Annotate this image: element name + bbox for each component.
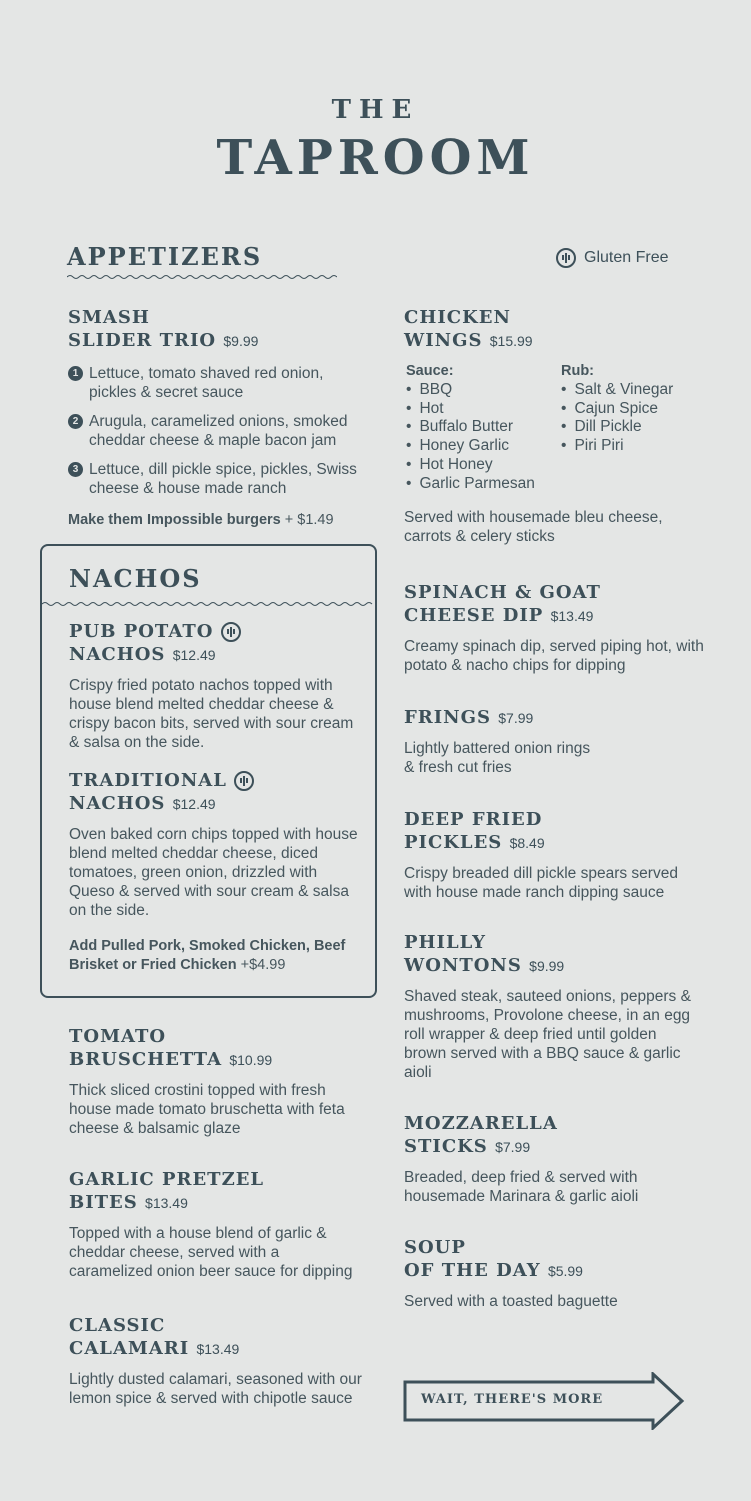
rub-label: Rub: [561,363,595,379]
item-name: CHICKEN [404,307,511,328]
item-name [68,329,358,353]
item-price: $5.99 [547,1263,583,1279]
item-name: MOZZARELLA [404,1113,558,1134]
item-name [404,1259,704,1283]
item-description: Breaded, deep fried & served with housemade Marinara & garlic aioli [404,1169,639,1205]
menu-item-smash-slider [68,306,358,528]
item-name [69,792,359,816]
number-badge: 3 [68,462,83,477]
wavy-divider [67,274,337,280]
number-badge: 2 [68,414,83,429]
item-name [404,604,704,628]
list-item [68,364,358,402]
item-name-line: OF THE DAY [404,1260,541,1281]
item-name-line: BITES [69,1192,138,1213]
item-description: Served with a toasted baguette [404,1293,618,1310]
item-name-line: WINGS [404,330,483,351]
item-price: $7.99 [498,710,534,726]
item-price: $15.99 [489,333,533,349]
item-description: Crispy fried potato nachos topped with house blend melted cheddar cheese & crispy bacon bits, served with sour cream & salsa on the side. [69,677,354,751]
item-name-line: NACHOS [69,644,166,665]
menu-item [404,931,704,1082]
option-text: Lettuce, tomato shaved red onion, pickles & secret sauce [89,365,324,401]
item-name: SOUP [404,1237,466,1258]
item-price: $13.49 [550,608,594,624]
section-title-appetizers: APPETIZERS [67,242,263,271]
item-price: $10.99 [229,1052,273,1068]
menu-item [404,808,704,902]
list-item: • BBQ [406,381,556,400]
list-item [68,460,358,498]
item-name-line: BRUSCHETTA [69,1049,223,1070]
item-name: TOMATO [69,1026,167,1047]
sauce-label: Sauce: [406,363,454,379]
list-item: • Hot Honey [406,456,556,475]
item-price: $9.99 [529,958,565,974]
item-description: Thick sliced crostini topped with fresh house made tomato bruschetta with feta cheese & balsamic glaze [69,1082,345,1137]
option-text: Arugula, caramelized onions, smoked cheddar cheese & maple bacon jam [89,413,348,449]
item-name: PHILLY [404,932,486,953]
list-item: • Dill Pickle [561,418,721,437]
menu-item-pub-potato-nachos [69,620,359,752]
item-name-line: NACHOS [69,793,166,814]
list-item: • Hot [406,400,556,419]
item-price: $7.99 [495,1139,531,1155]
list-item: • Cajun Spice [561,400,721,419]
wavy-divider [42,601,375,607]
more-arrow-button[interactable] [403,1372,685,1430]
list-item: • Piri Piri [561,437,721,456]
item-name [69,769,359,792]
addon-note [69,937,359,975]
item-price: $8.49 [509,835,545,851]
addon-price: + $1.49 [284,512,334,528]
slider-options [68,364,358,498]
item-price: $9.99 [223,333,259,349]
list-item: • Buffalo Butter [406,418,556,437]
menu-item [404,706,704,777]
item-name: GARLIC PRETZEL [69,1169,265,1190]
option-text: Lettuce, dill pickle spice, pickles, Swiss cheese & house made ranch [89,461,357,497]
list-item: • Honey Garlic [406,437,556,456]
menu-item [69,1168,364,1281]
addon-bold: Add Pulled Pork, Smoked Chicken, Beef Brisket or Fried Chicken [69,938,346,973]
gluten-free-icon [234,771,254,791]
addon-note [68,512,358,528]
sauce-list [406,363,556,493]
item-name-line: WONTONS [404,955,522,976]
list-item: • Salt & Vinegar [561,381,721,400]
item-name [69,643,359,667]
item-name [69,1048,364,1072]
item-description: Lightly battered onion rings & fresh cut fries [404,740,591,776]
item-price: $13.49 [145,1195,188,1211]
item-name-line: TRADITIONAL [69,770,227,791]
item-name [404,954,704,978]
item-name [69,1337,364,1361]
menu-item [69,1314,364,1408]
item-description: Crispy breaded dill pickle spears served with house made ranch dipping sauce [404,865,678,901]
item-name [69,1191,364,1215]
title-the: THE [331,95,420,125]
item-name [404,831,704,855]
menu-item-chicken-wings [404,306,704,353]
item-description: Served with housemade bleu cheese, carrots & celery sticks [404,509,663,545]
more-label: WAIT, THERE'S MORE [421,1392,604,1407]
menu-item [404,581,704,675]
rub-list [561,363,721,456]
menu-item-traditional-nachos [69,769,359,975]
item-description: Lightly dusted calamari, seasoned with our lemon spice & served with chipotle sauce [69,1371,362,1407]
addon-price: +$4.99 [240,957,286,973]
item-price: $12.49 [172,647,216,663]
item-name: SPINACH & GOAT [404,582,601,603]
item-name-line: STICKS [404,1136,488,1157]
gluten-free-label: Gluten Free [584,249,669,266]
gluten-free-icon [221,622,241,642]
menu-item [404,1236,704,1311]
item-description: Creamy spinach dip, served piping hot, with potato & nacho chips for dipping [404,638,704,674]
menu-item [69,1025,364,1138]
addon-bold: Make them Impossible burgers [68,512,281,528]
page-title: TAPROOM [216,130,535,186]
number-badge: 1 [68,366,83,381]
item-name: SMASH [68,307,150,328]
list-item [68,412,358,450]
item-description: Topped with a house blend of garlic & cheddar cheese, served with a caramelized onion beer sauce for dipping [69,1225,353,1280]
item-name-line: CHEESE DIP [404,605,544,626]
item-description: Oven baked corn chips topped with house blend melted cheddar cheese, diced tomatoes, green onion, drizzled with Queso & served with sour cream & salsa on the side. [69,826,358,919]
item-name-line: PICKLES [404,832,503,853]
item-name [69,620,359,643]
item-name [404,329,704,353]
item-description: Shaved steak, sauteed onions, peppers & mushrooms, Provolone cheese, in an egg roll wrapper & deep fried until golden brown served with a BBQ sauce & garlic aioli [404,988,691,1081]
item-price: $12.49 [172,796,216,812]
list-item: • Garlic Parmesan [406,475,556,494]
item-name: CLASSIC [69,1315,166,1336]
gluten-free-legend [556,248,668,268]
item-name-line: FRINGS [404,707,491,728]
item-name [404,1135,704,1159]
item-name: DEEP FRIED [404,809,543,830]
section-title-nachos: NACHOS [69,564,202,593]
menu-item [404,1112,704,1206]
item-name [404,706,704,730]
item-name-line: SLIDER TRIO [68,330,217,351]
item-price: $13.49 [196,1341,240,1357]
item-name-line: CALAMARI [69,1338,190,1359]
gluten-free-icon [556,248,576,268]
item-name-line: PUB POTATO [69,621,214,642]
